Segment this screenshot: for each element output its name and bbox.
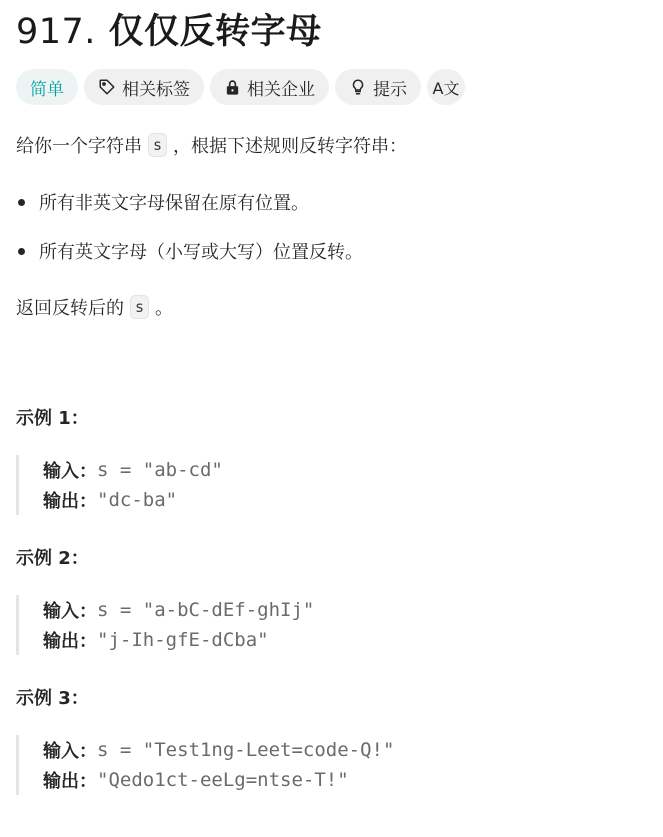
input-value: s = "ab-cd" (97, 459, 223, 481)
problem-number: 917. (16, 12, 96, 52)
intro-paragraph (16, 130, 407, 160)
rule-item (16, 188, 309, 216)
input-label: 输入： (43, 601, 97, 622)
example-block (16, 595, 314, 655)
input-value: s = "a-bC-dEf-ghIj" (97, 599, 315, 621)
return-code: s (130, 295, 149, 319)
return-paragraph (16, 292, 173, 322)
rule-text: 所有非英文字母保留在原有位置。 (39, 193, 309, 214)
example-title: 示例 3： (16, 688, 89, 709)
example-input (43, 595, 314, 625)
tag-icon (98, 78, 116, 96)
translate-icon: A文 (432, 78, 460, 98)
return-text-after: 。 (155, 298, 174, 319)
tag-bar (16, 69, 465, 105)
example-input (43, 455, 223, 485)
output-label: 输出： (43, 771, 97, 792)
intro-code: s (148, 133, 167, 157)
input-label: 输入： (43, 461, 97, 482)
hint-label: 提示 (373, 79, 407, 100)
intro-text: 给你一个字符串 (16, 136, 142, 157)
rule-text: 所有英文字母（小写或大写）位置反转。 (39, 242, 363, 263)
example-input (43, 735, 394, 765)
input-label: 输入： (43, 741, 97, 762)
output-label: 输出： (43, 491, 97, 512)
example-block (16, 735, 394, 795)
example-block (16, 455, 223, 515)
problem-title (16, 4, 322, 54)
output-label: 输出： (43, 631, 97, 652)
rule-item (16, 237, 363, 265)
intro-text-after: ，根据下述规则反转字符串： (173, 136, 408, 157)
difficulty-badge[interactable]: 简单 (16, 69, 78, 105)
related-companies-label: 相关企业 (247, 79, 315, 100)
input-value: s = "Test1ng-Leet=code-Q!" (97, 739, 395, 761)
hint-button[interactable] (335, 69, 421, 105)
output-value: "j-Ih-gfE-dCba" (97, 629, 269, 651)
bullet-dot (18, 199, 25, 206)
lock-icon (224, 79, 241, 96)
related-tags-button[interactable] (84, 69, 204, 105)
example-output (43, 625, 314, 655)
problem-name: 仅仅反转字母 (108, 12, 322, 52)
example-output (43, 485, 223, 515)
example-title: 示例 1： (16, 408, 89, 429)
output-value: "Qedo1ct-eeLg=ntse-T!" (97, 769, 349, 791)
translate-button[interactable] (427, 69, 465, 105)
example-title: 示例 2： (16, 548, 89, 569)
related-companies-button[interactable] (210, 69, 329, 105)
return-text: 返回反转后的 (16, 298, 124, 319)
bullet-dot (18, 248, 25, 255)
output-value: "dc-ba" (97, 489, 178, 511)
related-tags-label: 相关标签 (122, 79, 190, 100)
example-output (43, 765, 394, 795)
lightbulb-icon (349, 78, 367, 96)
